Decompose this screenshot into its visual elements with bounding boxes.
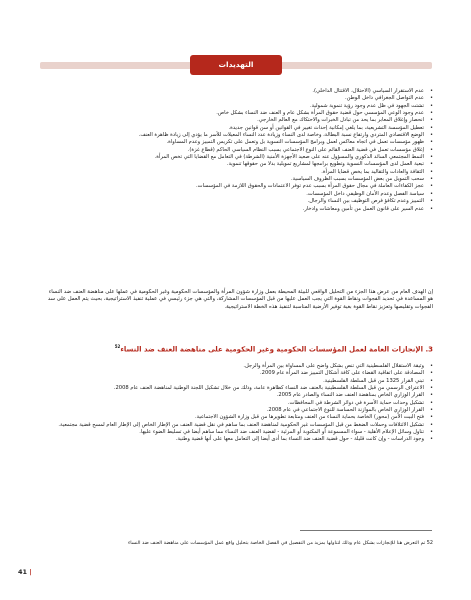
list-item: • عدم وجود الوعي المؤسسي حول قضية حقوق المرأة بشكل عام و العنف ضد النساء بشكل خاص. (44, 110, 433, 117)
list-item: • التمييز وعدم تكافؤ فرص التوظيف بين النساء والرجال. (44, 198, 433, 205)
page-number-bar: | (29, 568, 32, 576)
list-item: • تعطيل المؤسسة التشريعية، بما يلغي إمكانية إحداث تغيير في القوانين أو سن قوانين جديدة. (44, 125, 433, 132)
footnote-ref: 52 (114, 344, 121, 349)
footnote-text: تم التعرض هنا للإنجازات بشكل عام وذلك لتناولها بمزيد من التفصيل في الفصل الخاصة بتحليل واقع عمل المؤسسات على مناهضة العنف ضد النساء (127, 539, 426, 546)
list-item: • المصادقة على اتفاقية القضاء على كافة أشكال التمييز ضد المرأة عام 2009. (44, 370, 433, 377)
list-item: • عجز الكفاءات العاملة في مجال حقوق المرأة بسبب عدم توفر الاعتمادات والحقوق اللازمة في المؤسسات. (44, 183, 433, 190)
list-item: • الثقافة والعادات والتقاليد بما يخص قضايا المرأة. (44, 169, 433, 176)
list-item: • تشتت الجهود في ظل عدم وجود رؤية تنموية شمولية. (44, 103, 433, 110)
list-item: • النمط المجتمعي السائد الذكوري والمسؤول عنه على صعيد الأجهزة الأمنية (الشرطة) في التعامل مع القضايا التي تخص المرأة. (44, 154, 433, 161)
list-item: • القرار الوزاري الخاص بالموازنة الحساسة للنوع الاجتماعي في عام 2008. (44, 407, 433, 414)
list-item: • تبعية العمل لدى المؤسسات النسوية وتطويع برامجها لمشاريع تمويلية بدلا من حقوقها تنموية. (44, 161, 433, 168)
list-item: • تشكيل الائتلافات وحملات الضغط من قبل المؤسسات غير الحكومية لمناهضة العنف بما ساهم في نقل قضية العنف من الإطار الخاص إلى الإطار العام لمسح قضية مجتمعية. (44, 422, 433, 429)
list-item: • الاعتراف الرسمي من قبل السلطة الفلسطينية بالعنف ضد النساء كظاهرة عامة، وذلك من خلال تشكيل اللجنة الوطنية لمناهضة العنف عام 2008. (44, 385, 433, 392)
list-item: • انحصار وإغلاق المعابر بما يحد من تبادل الخبرات والاحتكاك مع العالم الخارجي. (44, 117, 433, 124)
threats-list (44, 88, 433, 213)
section-heading (44, 342, 433, 354)
footnote-divider (300, 530, 432, 531)
list-item: • الوضع الاقتصادي المتردي وارتفاع نسبة البطالة، وخاصة لدى النساء وزيادة عدد النساء المعيلات للأسر ما يؤدي إلى زيادة ظاهرة العنف. (44, 132, 433, 139)
list-item: • تناول وسائل الإعلام الأهلية - سواء المسموعة أو المكتوبة أو المرئية - لقضية العنف ضد النساء مما ساهم أيضا في تسليط الضوء عليها. (44, 429, 433, 436)
footnote (44, 540, 433, 547)
page-number (18, 568, 32, 576)
list-item: • فتح البيت الآمن (محور) الخاصة بحماية النساء من العنف ومتابعة تطويرها من قبل وزارة الشؤون الاجتماعية. (44, 414, 433, 421)
intro-paragraph: إن الهدف العام من عرض هذا الجزء من التحليل الواقعي للبيئة المحيطة بعمل وزارة شؤون المرأة والمؤسسات الحكومية وغير الحكومية في عملها على مناهضة العنف ضد النساء هو المساعدة في تحديد الفجوات ونقاط القوة التي يجب العمل عليها من قبل المؤسسات المشاركة، والتي هي جزء رئيسي في عملية تنفيذ الاستراتيجية، بحيث يتم العمل على سد الفجوات وتقليصها وتعزيز نقاط القوة بغية توفير الأرضية المناسبة لتنفيذ هذه الخطة الاستراتيجية. (47, 289, 433, 310)
achievements-list (44, 363, 433, 444)
list-item: • إغلاق مؤسسات تعمل في قضية العنف القائم على النوع الاجتماعي بسبب النظام السياسي الحاكم (قطاع غزة). (44, 147, 433, 154)
list-item: • القرار الوزاري الخاص بمناهضة العنف ضد النساء والصادر عام 2005. (44, 392, 433, 399)
list-item: • تبني القرار 1325 من قبل السلطة الفلسطينية. (44, 378, 433, 385)
section-number: 3. (425, 345, 433, 354)
section-header-tab: التهديدات (190, 55, 282, 75)
page-number-value: 41 (18, 568, 28, 576)
section-title: الإنجازات العامة لعمل المؤسسات الحكومية وغير الحكومية على مناهضة العنف ضد النساء (120, 345, 424, 354)
list-item: • عدم الاستقرار السياسي (الاحتلال، الاقتتال الداخلي). (44, 88, 433, 95)
list-item: • وجود الدراسات - وإن كانت قليلة - حول قضية العنف ضد النساء بما أدى أيضا إلى التعامل معها على أنها قضية وطنية. (44, 436, 433, 443)
footnote-marker: 52 (426, 539, 433, 546)
list-item: • سحب التمويل من بعض المؤسسات بسبب الظروف السياسية. (44, 176, 433, 183)
list-item: • تشكيل وحدات حماية الأسرة في دوائر الشرطة في المحافظات. (44, 400, 433, 407)
list-item: • سياسة الفصل وعدم الأمان الوظيفي داخل المؤسسات. (44, 191, 433, 198)
list-item: • عدم السير على قانون العمل من تأمين ومعاشات وادخار. (44, 206, 433, 213)
list-item: • وثيقة الاستقلال الفلسطينية التي تنص بشكل واضح على المساواة بين المرأة والرجل. (44, 363, 433, 370)
list-item: • عدم التواصل الجغرافي داخل الوطن. (44, 95, 433, 102)
list-item: • ظهور مؤسسات تعمل في اتجاه معاكس لعمل وبرامج المؤسسات النسوية بل وتعمل على تكريس التمييز وعدم المساواة. (44, 139, 433, 146)
